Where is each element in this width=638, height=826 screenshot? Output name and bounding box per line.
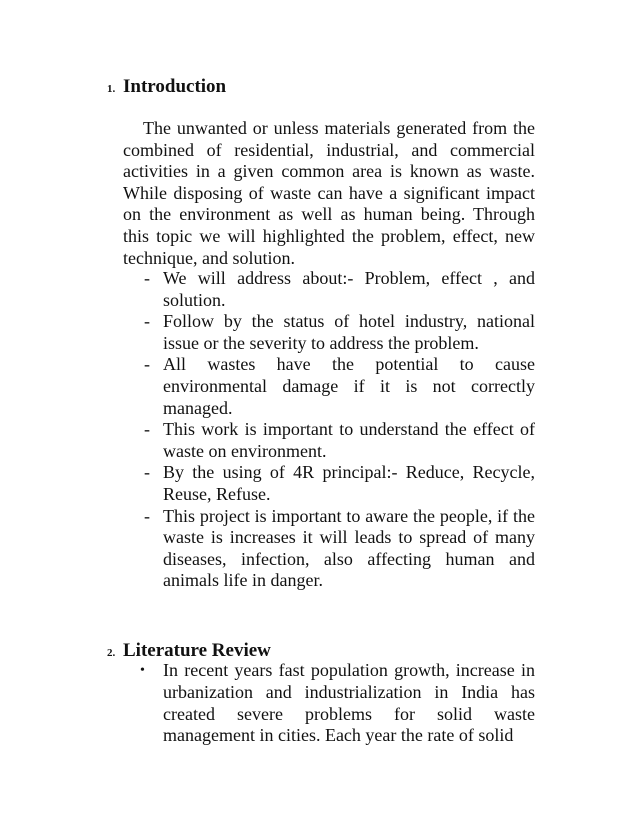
dash-marker: - [144,419,150,440]
introduction-paragraph: The unwanted or unless materials generated from the combined of residential, industrial, and commercial activities in a given common area is known as waste. While disposing of waste can have a significant impact on the environment as well as human being. Through this topic we will highlighted the problem, effect, new technique, and solution. [123,118,535,268]
dash-marker: - [144,268,150,288]
list-item [144,311,535,354]
list-item [144,419,535,462]
introduction-list [144,268,535,592]
list-item-text: This work is important to understand the effect of waste on environment. [163,419,535,461]
dash-marker: - [144,354,150,375]
dash-marker: - [144,311,150,332]
list-item-text: Follow by the status of hotel industry, national issue or the severity to address the problem. [163,311,535,353]
section-number: 2. [107,647,116,659]
bullet-marker: • [140,663,145,678]
section-heading-introduction [107,75,226,100]
dash-marker: - [144,505,150,526]
list-item-text: We will address about:- Problem, effect , and solution. [163,268,535,310]
section-title: Literature Review [123,640,271,661]
list-item-text: In recent years fast population growth, increase in urbanization and industrialization in India has created severe problems for solid waste management in cities. Each year the rate of solid [163,660,535,746]
list-item [144,268,535,311]
list-item [144,354,535,419]
list-item [140,660,535,747]
list-item-text: This project is important to aware the people, if the waste is increases it will leads to spread of many diseases, infection, also affecting human and animals life in danger. [163,505,535,591]
list-item-text: All wastes have the potential to cause environmental damage if it is not correctly managed. [163,354,535,418]
list-item [144,506,535,592]
literature-review-list [140,660,535,747]
list-item-text: By the using of 4R principal:- Reduce, Recycle, Reuse, Refuse. [163,462,535,504]
dash-marker: - [144,462,150,483]
section-number: 1. [107,83,116,95]
list-item [144,462,535,505]
section-title: Introduction [123,76,227,97]
